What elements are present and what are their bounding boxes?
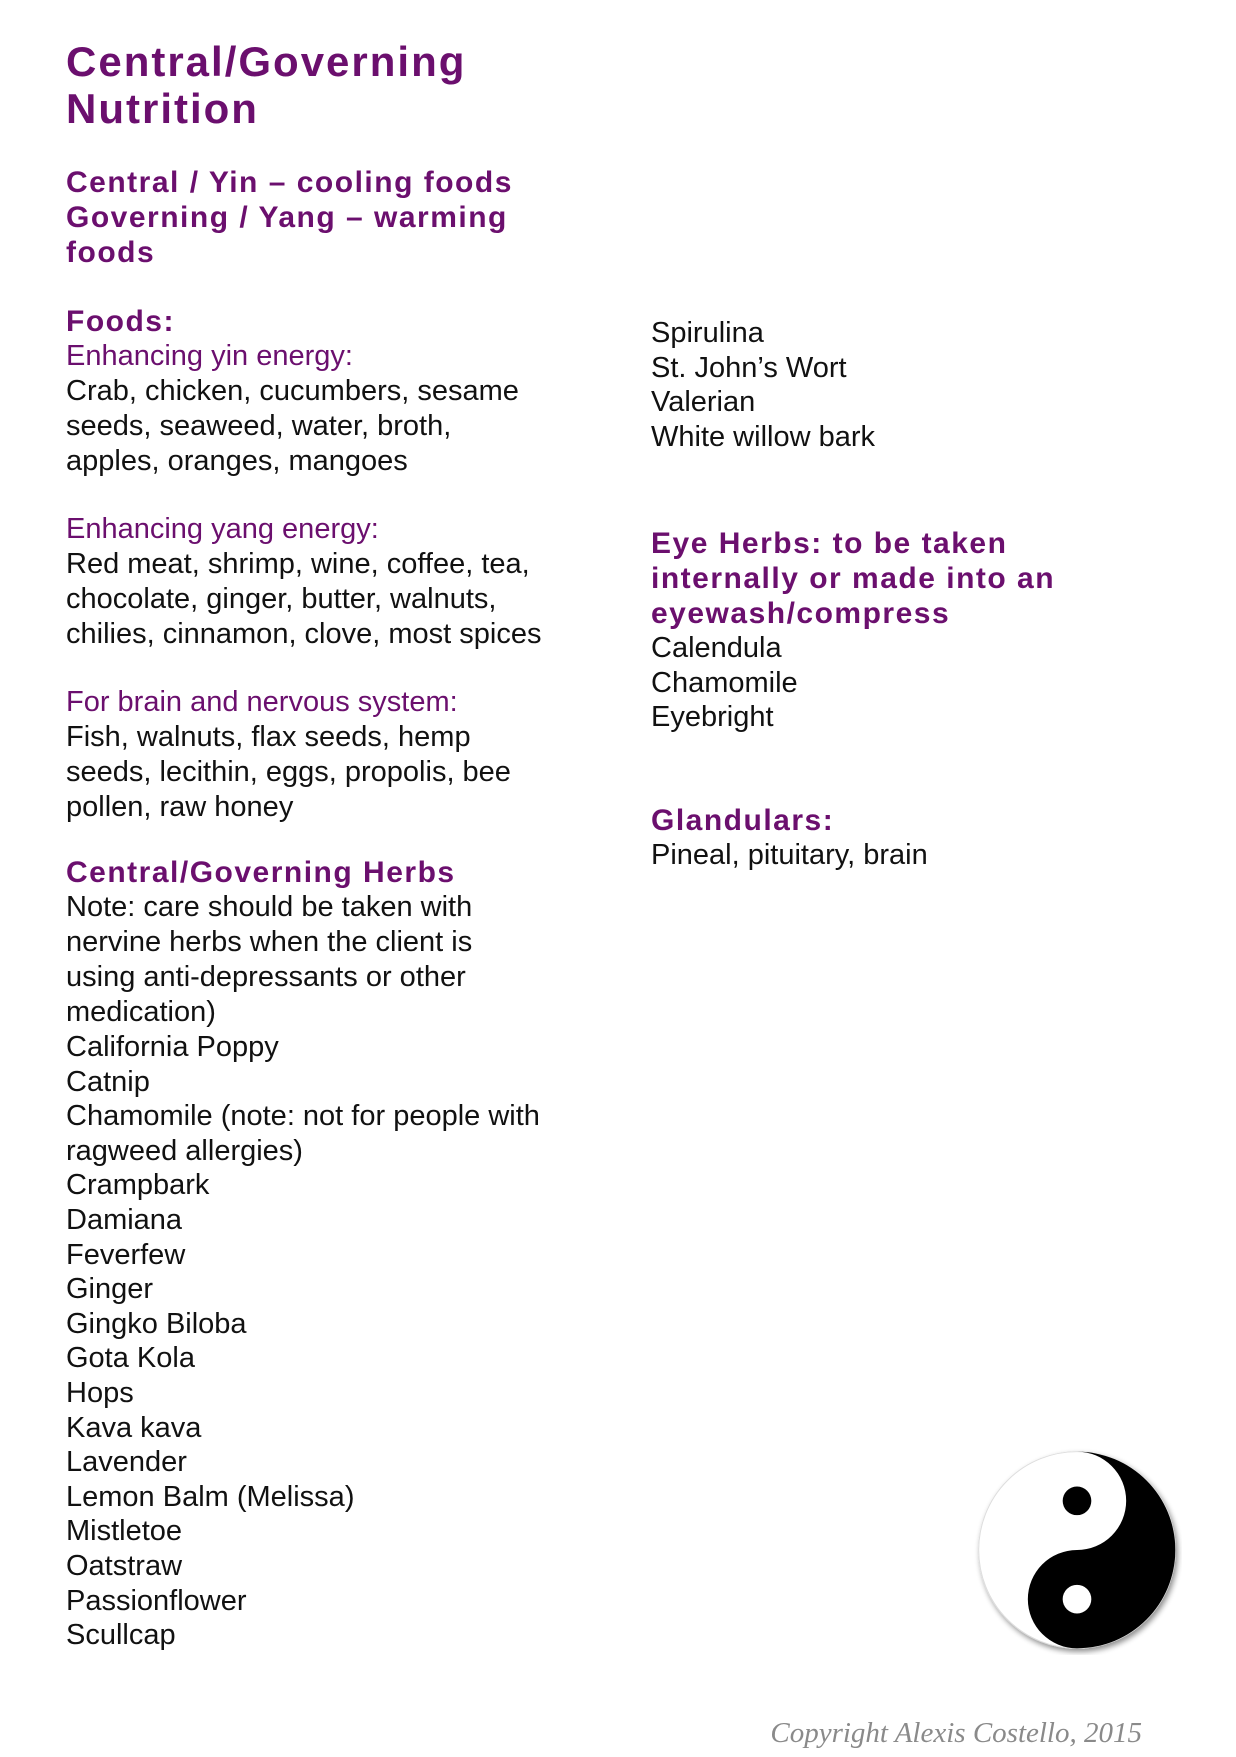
list-item: Oatstraw (66, 1549, 183, 1582)
list-item: Scullcap (66, 1619, 176, 1652)
list-item: Passionflower (66, 1584, 247, 1617)
list-item: California Poppy (66, 1031, 279, 1063)
brain-foods-label: For brain and nervous system: (66, 686, 458, 718)
eye-herbs-list (651, 631, 1211, 735)
list-item: Calendula (651, 632, 782, 664)
list-item: White willow bark (651, 420, 875, 453)
list-item: Mistletoe (66, 1515, 183, 1548)
list-item: Catnip (66, 1065, 150, 1098)
yin-yang-icon (972, 1445, 1182, 1655)
list-item: Kava kava (66, 1411, 202, 1444)
eye-herbs-section (651, 526, 1211, 735)
list-item: Chamomile (651, 666, 798, 699)
list-item: Valerian (651, 386, 756, 419)
list-item: Lavender (66, 1446, 187, 1479)
list-item: Gota Kola (66, 1342, 195, 1375)
yang-foods-text: Red meat, shrimp, wine, coffee, tea, chocolate, ginger, butter, walnuts, chilies, cinnamon, clove, most spices (66, 548, 542, 650)
list-item: Eyebright (651, 701, 774, 734)
foods-heading: Foods: (66, 305, 175, 338)
yin-foods-label: Enhancing yin energy: (66, 340, 353, 372)
yin-foods-text: Crab, chicken, cucumbers, sesame seeds, seaweed, water, broth, apples, oranges, mangoes (66, 375, 519, 477)
herbs-list-continued (651, 316, 1191, 454)
brain-foods-block (66, 685, 606, 825)
list-item: Damiana (66, 1203, 183, 1236)
herbs-list (66, 1030, 606, 1653)
glandulars-section (651, 803, 1191, 873)
herbs-continued-section (651, 316, 1191, 454)
list-item: St. John’s Wort (651, 351, 847, 384)
list-item: Crampbark (66, 1169, 210, 1202)
list-item: Chamomile (note: not for people with (66, 1100, 540, 1133)
copyright-notice: Copyright Alexis Costello, 2015 (770, 1717, 1142, 1749)
list-item: Hops (66, 1376, 134, 1409)
brain-foods-text: Fish, walnuts, flax seeds, hemp seeds, lecithin, eggs, propolis, bee pollen, raw honey (66, 721, 511, 823)
page-title: Central/Governing Nutrition (66, 38, 467, 132)
yang-foods-label: Enhancing yang energy: (66, 513, 379, 545)
list-item: Lemon Balm (Melissa) (66, 1480, 355, 1513)
list-item: Spirulina (651, 317, 764, 349)
eye-herbs-heading: Eye Herbs: to be taken internally or made into an eyewash/compress (651, 527, 1056, 630)
list-item: ragweed allergies) (66, 1134, 303, 1167)
herbs-heading: Central/Governing Herbs (66, 856, 456, 889)
glandulars-heading: Glandulars: (651, 804, 835, 837)
list-item: Gingko Biloba (66, 1307, 247, 1340)
yang-foods-block (66, 512, 606, 652)
page-subtitle: Central / Yin – cooling foods Governing / Yang – warming foods (66, 166, 513, 269)
list-item: Ginger (66, 1273, 154, 1306)
yin-foods-block (66, 339, 606, 479)
herbs-section (66, 855, 606, 1653)
foods-section (66, 304, 606, 825)
herbs-note: Note: care should be taken with nervine herbs when the client is using anti-depressants or other medication) (66, 891, 473, 1028)
list-item: Feverfew (66, 1238, 186, 1271)
glandulars-text: Pineal, pituitary, brain (651, 839, 928, 871)
